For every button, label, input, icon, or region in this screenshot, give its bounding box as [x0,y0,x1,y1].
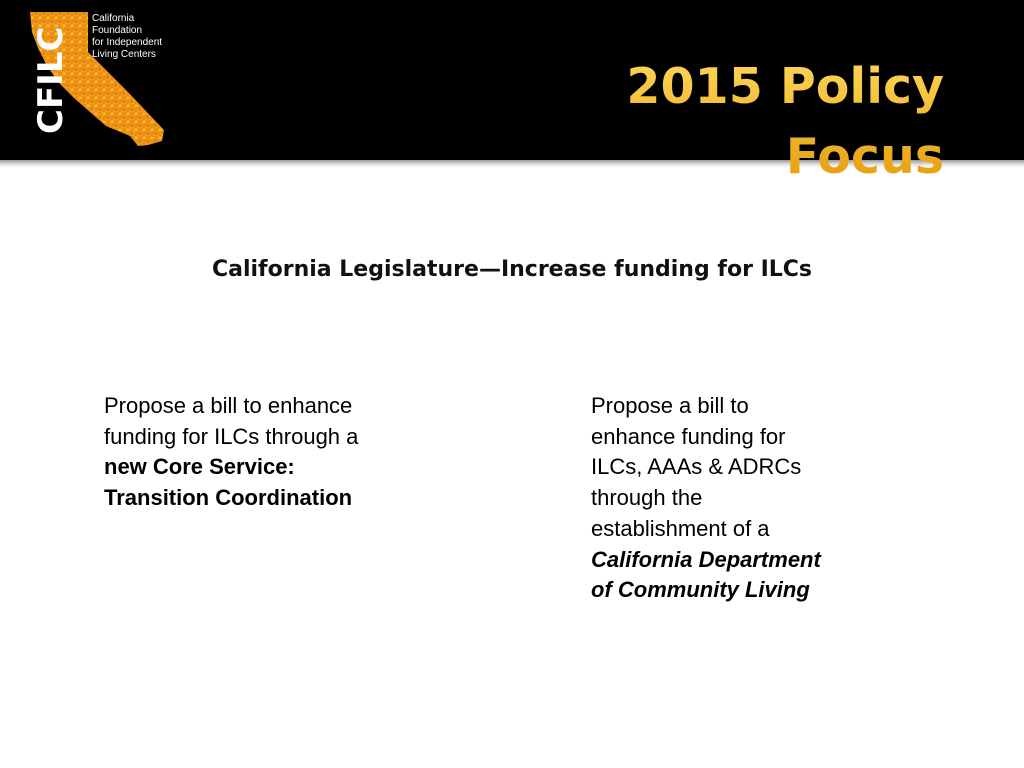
organization-name: California Foundation for Independent Living Centers [92,13,163,60]
right-column-emphasis: California Department of Community Living [591,546,821,603]
left-column-text [104,391,404,514]
slide-title: 2015 Policy Focus [460,52,1000,192]
left-column-body: Propose a bill to enhance funding for ILCs through a [104,393,359,449]
right-column-text [591,391,836,606]
left-column-emphasis: new Core Service: Transition Coordination [104,454,353,511]
logo-letters: CFILC [31,26,71,134]
slide-subtitle: California Legislature—Increase funding for ILCs [211,257,813,282]
right-column-body: Propose a bill to enhance funding for ILCs, AAAs & ADRCs through the establishment of a [591,393,802,541]
